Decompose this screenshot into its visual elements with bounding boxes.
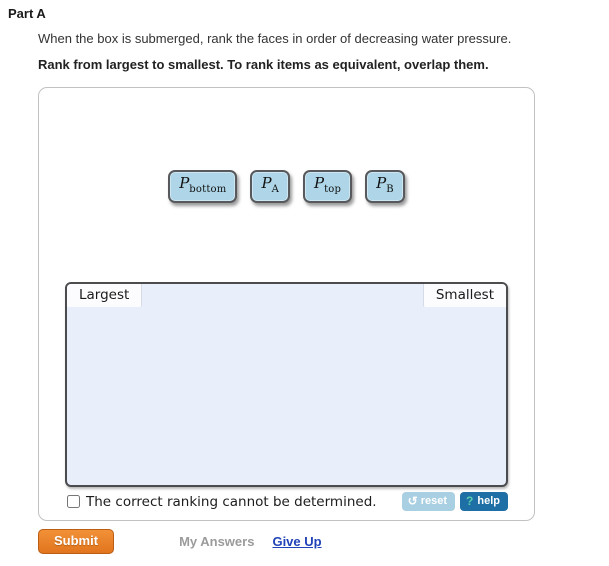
item-p-top-sub: top xyxy=(324,184,342,195)
cannot-determine-label: The correct ranking cannot be determined. xyxy=(86,493,377,510)
reset-arrow-icon: ↺ xyxy=(407,494,418,509)
item-p-a[interactable] xyxy=(250,170,290,203)
give-up-link[interactable]: Give Up xyxy=(272,534,322,549)
item-p-b[interactable] xyxy=(365,170,405,203)
my-answers-label: My Answers xyxy=(179,534,255,549)
ranking-drop-area[interactable] xyxy=(65,282,508,487)
draggable-items-row xyxy=(39,170,534,203)
cannot-determine-checkbox[interactable] xyxy=(67,495,80,508)
ranking-instruction: Rank from largest to smallest. To rank items as equivalent, overlap them. xyxy=(38,57,489,72)
help-button[interactable] xyxy=(460,492,508,511)
question-text: When the box is submerged, rank the faces in order of decreasing water pressure. xyxy=(38,31,512,46)
item-p-top[interactable] xyxy=(303,170,352,203)
mini-buttons xyxy=(402,492,508,511)
item-p-a-base: P xyxy=(261,174,272,192)
item-p-top-base: P xyxy=(313,174,325,192)
question-mark-icon: ? xyxy=(466,494,474,509)
cannot-determine-row xyxy=(65,494,377,510)
item-p-b-sub: B xyxy=(386,184,394,195)
item-p-b-base: P xyxy=(376,174,387,192)
smallest-label: Smallest xyxy=(423,284,506,307)
part-title: Part A xyxy=(8,6,46,21)
reset-button[interactable] xyxy=(402,492,455,511)
footer-actions xyxy=(38,529,558,554)
reset-button-label: reset xyxy=(420,495,448,507)
item-p-bottom[interactable] xyxy=(168,170,237,203)
largest-label: Largest xyxy=(67,284,142,307)
panel-bottom-row xyxy=(65,492,508,511)
submit-button[interactable]: Submit xyxy=(38,529,114,554)
item-p-bottom-sub: bottom xyxy=(189,184,227,195)
ranking-widget-panel xyxy=(38,87,535,521)
item-p-bottom-base: P xyxy=(179,174,190,192)
help-button-label: help xyxy=(477,495,500,507)
item-p-a-sub: A xyxy=(271,184,279,195)
